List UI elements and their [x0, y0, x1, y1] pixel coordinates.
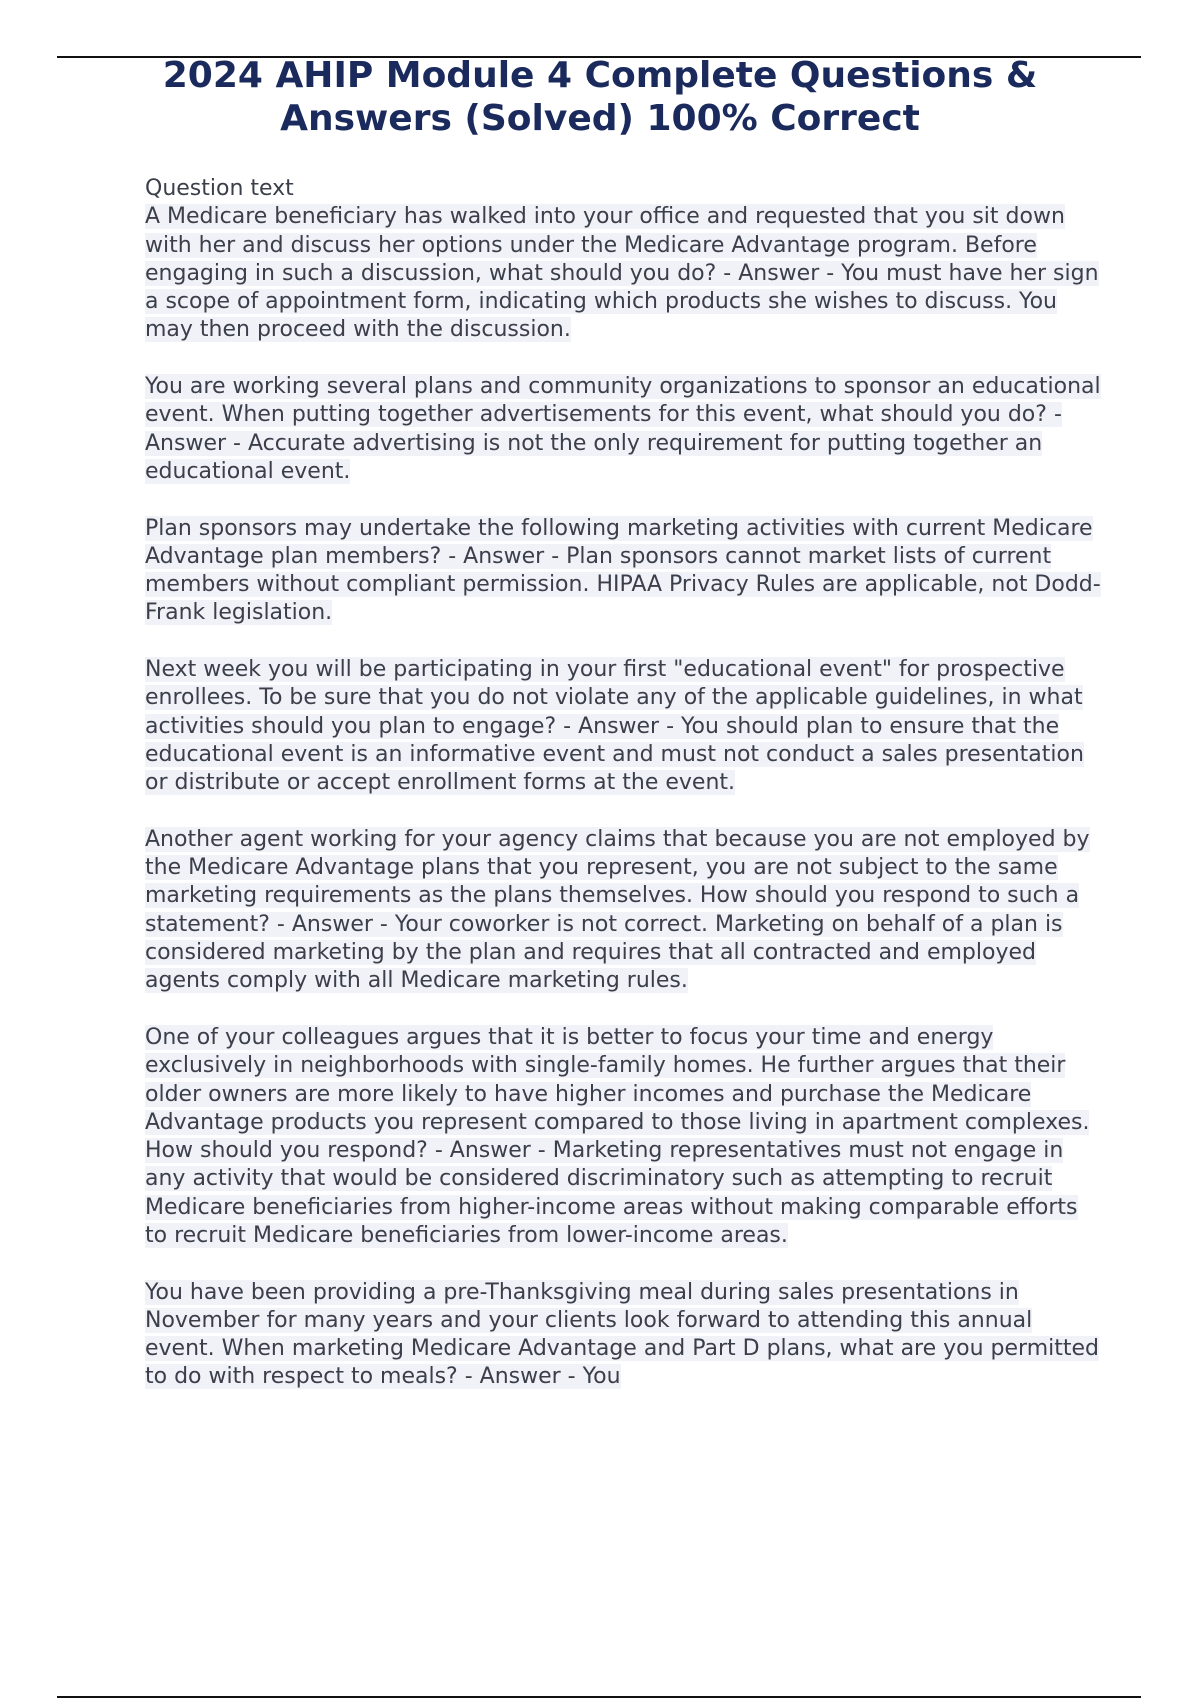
qa-item-1 [145, 203, 1105, 344]
qa-item-7 [145, 1279, 1105, 1392]
qa-text: You have been providing a pre-Thanksgiving meal during sales presentations in November for many years and your clients look forward to attending this annual event. When marketing Medicare Advantage and Part D plans, what are you permitted to do with respect to meals? - Answer - You [145, 1279, 1100, 1390]
qa-item-6 [145, 1024, 1105, 1250]
qa-text: You are working several plans and community organizations to sponsor an educational event. When putting together advertisements for this event, what should you do? - Answer - Accurate advertising is not the only requirement for putting together an educational event. [145, 374, 1101, 484]
qa-item-2 [145, 373, 1105, 486]
qa-text: Plan sponsors may undertake the following marketing activities with current Medicare Advantage plan members? - Answer - Plan sponsors cannot market lists of current members without compliant permission. HIPAA Privacy Rules are applicable, not Dodd- Frank legislation. [145, 515, 1101, 626]
qa-text: Next week you will be participating in your first "educational event" for prospective enrollees. To be sure that you do not violate any of the applicable guidelines, in what activities should you plan to engage? - Answer - You should plan to ensure that the educational event is an informative event and must not conduct a sales presentation or distribute or accept enrollment forms at the event. [145, 657, 1084, 796]
document-title: 2024 AHIP Module 4 Complete Questions & Answers (Solved) 100% Correct [162, 55, 1038, 139]
qa-item-5 [145, 826, 1105, 996]
qa-item-4 [145, 656, 1105, 797]
qa-text: One of your colleagues argues that it is better to focus your time and energy exclusively in neighborhoods with single-family homes. He further argues that their older owners are more likely to have higher incomes and purchase the Medicare Advantage products you represent compared to those living in apartment complexes. How should you respond? - Answer - Marketing representatives must not engage in any activity that would be considered discriminatory such as attempting to recruit Medicare beneficiaries from higher-income areas without making comparable efforts to recruit Medicare beneficiaries from lower-income areas. [145, 1024, 1090, 1248]
document-body [145, 175, 1105, 1420]
qa-item-3 [145, 515, 1105, 628]
footer-rule [57, 1696, 1141, 1698]
question-label: Question text [145, 176, 294, 201]
qa-text: Another agent working for your agency claims that because you are not employed by the Medicare Advantage plans that you represent, you are not subject to the same marketing requirements as the plans themselves. How should you respond to such a statement? - Answer - Your coworker is not correct. Marketing on behalf of a plan is considered marketing by the plan and requires that all contracted and employed agents comply with all Medicare marketing rules. [145, 826, 1090, 994]
qa-text: A Medicare beneficiary has walked into your office and requested that you sit down with her and discuss her options under the Medicare Advantage program. Before engaging in such a discussion, what should you do? - Answer - You must have her sign a scope of appointment form, indicating which products she wishes to discuss. You may then proceed with the discussion. [145, 204, 1099, 343]
